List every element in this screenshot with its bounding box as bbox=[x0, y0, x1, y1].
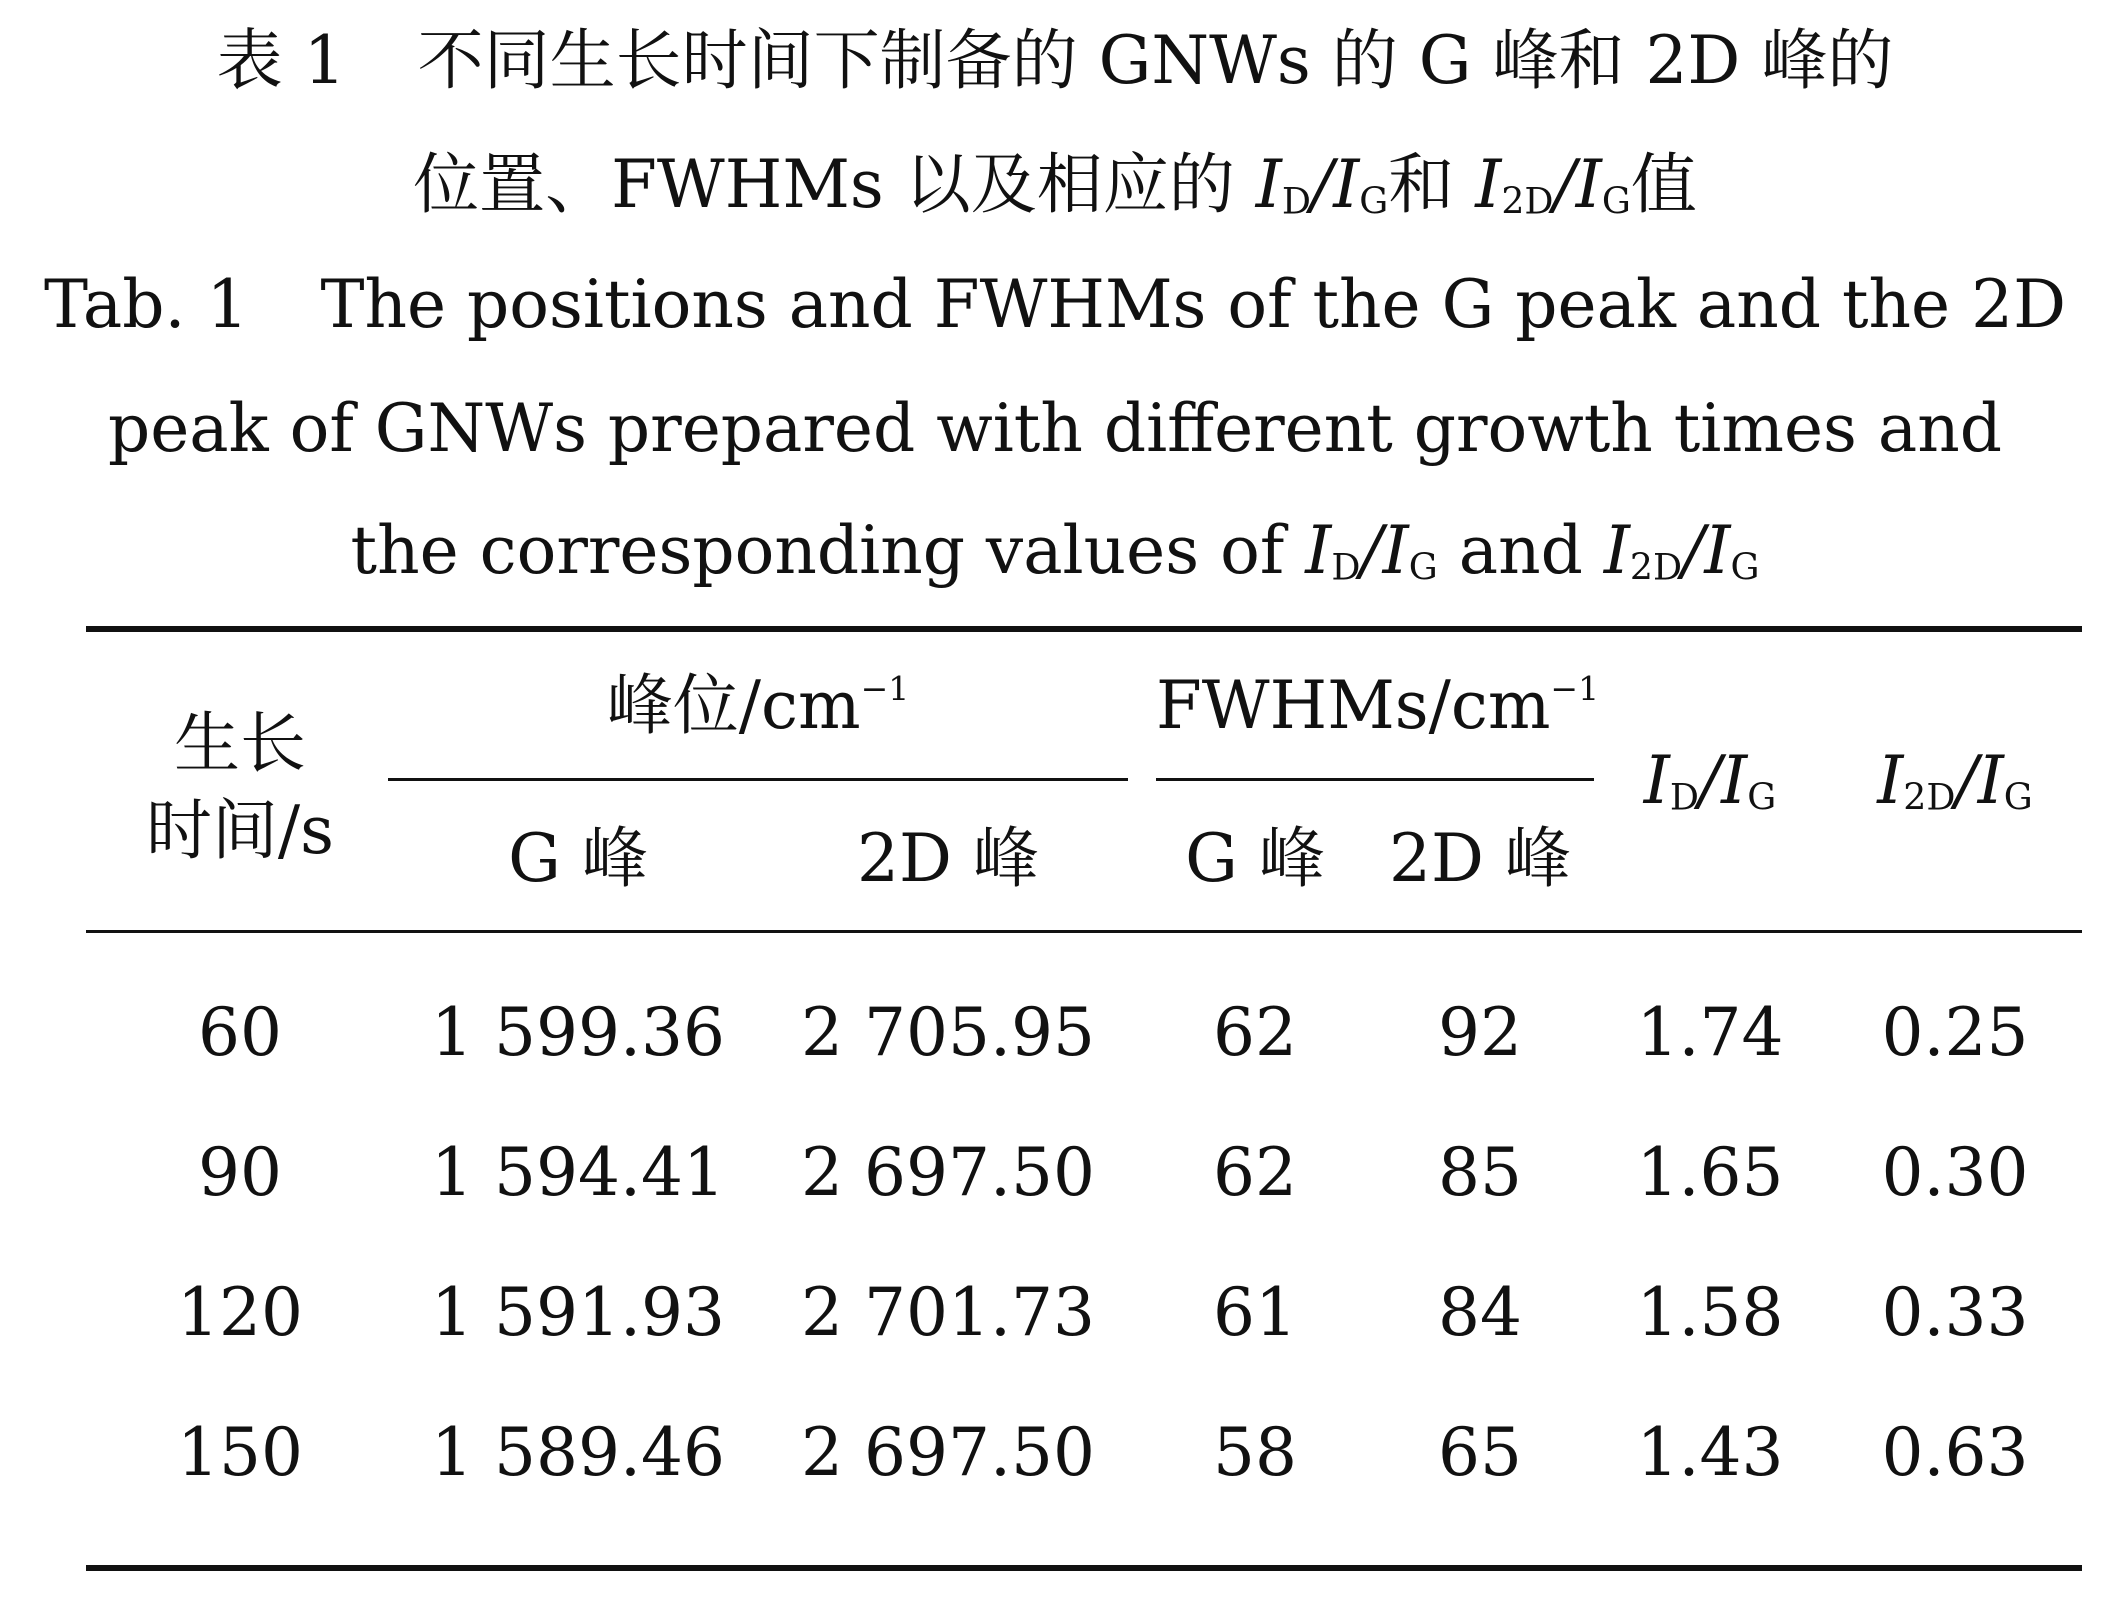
caption-cn-line-1 bbox=[0, 22, 2110, 99]
intensity-symbol: I bbox=[1305, 512, 1332, 589]
subscript-d: D bbox=[1331, 545, 1361, 589]
fwhm-group-rule bbox=[1156, 778, 1594, 781]
cell-i2d-ig: 0.30 bbox=[1881, 1134, 2029, 1211]
header-unit-exponent: −1 bbox=[860, 669, 910, 708]
caption-en-label: Tab. 1 bbox=[43, 266, 249, 343]
caption-cn-label: 表 1 bbox=[216, 22, 346, 99]
caption-cn-text-1: 不同生长时间下制备的 GNWs 的 G 峰和 2D 峰的 bbox=[417, 22, 1894, 99]
cell-g-peak-fwhm: 58 bbox=[1213, 1414, 1297, 1491]
cell-growth-time: 90 bbox=[198, 1134, 282, 1211]
slash: / bbox=[1360, 512, 1383, 589]
subscript-g: G bbox=[1747, 775, 1777, 819]
subscript-g: G bbox=[1359, 179, 1389, 223]
table-row bbox=[86, 1274, 2082, 1420]
header-fwhm bbox=[1156, 667, 1600, 745]
subscript-2d: 2D bbox=[1629, 545, 1683, 589]
cell-i2d-ig: 0.63 bbox=[1881, 1414, 2029, 1491]
cell-id-ig: 1.74 bbox=[1636, 994, 1784, 1071]
position-group-rule bbox=[388, 778, 1128, 781]
ratio-id-ig-cn bbox=[1256, 146, 1389, 223]
header-peak-position-label: 峰位/cm bbox=[606, 667, 861, 745]
cell-g-peak-position: 1 594.41 bbox=[431, 1134, 725, 1211]
cell-g-peak-position: 1 599.36 bbox=[431, 994, 725, 1071]
header-2d-peak-position: 2D 峰 bbox=[857, 820, 1039, 897]
header-2d-peak-fwhm: 2D 峰 bbox=[1389, 820, 1571, 897]
caption-cn-and: 和 bbox=[1388, 146, 1476, 223]
header-g-peak-position: G 峰 bbox=[508, 820, 648, 897]
subscript-2d: 2D bbox=[1501, 179, 1554, 223]
subscript-2d: 2D bbox=[1903, 775, 1956, 819]
cell-2d-peak-position: 2 697.50 bbox=[801, 1134, 1095, 1211]
table-row bbox=[86, 1414, 2082, 1560]
cell-2d-peak-position: 2 705.95 bbox=[801, 994, 1095, 1071]
header-growth-time-line-1: 生长 bbox=[174, 705, 306, 782]
intensity-symbol: I bbox=[1255, 146, 1282, 223]
cell-2d-peak-position: 2 697.50 bbox=[801, 1414, 1095, 1491]
cell-i2d-ig: 0.25 bbox=[1881, 994, 2029, 1071]
cell-g-peak-position: 1 591.93 bbox=[431, 1274, 725, 1351]
header-id-ig bbox=[1600, 742, 1820, 819]
table-bottom-rule bbox=[86, 1565, 2082, 1571]
slash: / bbox=[1553, 146, 1576, 223]
cell-id-ig: 1.43 bbox=[1636, 1414, 1784, 1491]
slash: / bbox=[1310, 146, 1334, 223]
cell-2d-peak-fwhm: 92 bbox=[1438, 994, 1522, 1071]
slash: / bbox=[1682, 512, 1705, 589]
table-body bbox=[86, 994, 2082, 1560]
intensity-symbol: I bbox=[1643, 742, 1670, 819]
header-peak-position bbox=[388, 667, 1128, 745]
caption-en-text-3: the corresponding values of bbox=[350, 512, 1306, 589]
caption-en-text-1: The positions and FWHMs of the G peak and the 2D bbox=[320, 266, 2066, 343]
subscript-g: G bbox=[1730, 545, 1760, 589]
caption-en-line-1 bbox=[0, 266, 2110, 343]
table-row bbox=[86, 1134, 2082, 1280]
cell-2d-peak-fwhm: 85 bbox=[1438, 1134, 1522, 1211]
header-growth-time bbox=[118, 700, 362, 874]
caption-cn-tail: 值 bbox=[1630, 146, 1697, 223]
intensity-symbol: I bbox=[1603, 512, 1630, 589]
caption-en-text-2: peak of GNWs prepared with different growth times and bbox=[107, 390, 2003, 467]
header-i2d-ig bbox=[1830, 742, 2080, 819]
header-growth-time-line-2: 时间/s bbox=[145, 792, 335, 870]
cell-2d-peak-position: 2 701.73 bbox=[801, 1274, 1095, 1351]
cell-g-peak-fwhm: 61 bbox=[1213, 1274, 1297, 1351]
header-g-peak-fwhm: G 峰 bbox=[1185, 820, 1325, 897]
caption-cn-text-2: 位置、FWHMs 以及相应的 bbox=[413, 146, 1256, 223]
ratio-i2d-ig-cn bbox=[1475, 146, 1631, 223]
cell-growth-time: 60 bbox=[198, 994, 282, 1071]
header-fwhm-label: FWHMs/cm bbox=[1156, 667, 1551, 745]
table-header-rule bbox=[86, 930, 2082, 933]
cell-2d-peak-fwhm: 84 bbox=[1438, 1274, 1522, 1351]
intensity-symbol: I bbox=[1475, 146, 1502, 223]
cell-growth-time: 120 bbox=[177, 1274, 303, 1351]
table-row bbox=[86, 994, 2082, 1140]
subscript-g: G bbox=[1408, 545, 1438, 589]
cell-g-peak-fwhm: 62 bbox=[1213, 1134, 1297, 1211]
slash: / bbox=[1955, 742, 1978, 819]
intensity-symbol: I bbox=[1704, 512, 1731, 589]
cell-g-peak-position: 1 589.46 bbox=[431, 1414, 725, 1491]
intensity-symbol: I bbox=[1575, 146, 1602, 223]
subscript-d: D bbox=[1281, 179, 1311, 223]
intensity-symbol: I bbox=[1721, 742, 1748, 819]
subscript-g: G bbox=[1601, 179, 1631, 223]
intensity-symbol: I bbox=[1333, 146, 1360, 223]
intensity-symbol: I bbox=[1877, 742, 1904, 819]
cell-growth-time: 150 bbox=[177, 1414, 303, 1491]
caption-cn-line-2 bbox=[0, 146, 2110, 223]
intensity-symbol: I bbox=[1382, 512, 1409, 589]
cell-id-ig: 1.65 bbox=[1636, 1134, 1784, 1211]
cell-2d-peak-fwhm: 65 bbox=[1438, 1414, 1522, 1491]
ratio-i2d-ig-en bbox=[1604, 512, 1760, 589]
subscript-d: D bbox=[1669, 775, 1699, 819]
slash: / bbox=[1698, 742, 1722, 819]
subscript-g: G bbox=[2003, 775, 2033, 819]
caption-en-line-2 bbox=[0, 390, 2110, 467]
caption-en-and: and bbox=[1437, 512, 1604, 589]
caption-en-line-3 bbox=[0, 512, 2110, 589]
cell-id-ig: 1.58 bbox=[1636, 1274, 1784, 1351]
table-top-rule bbox=[86, 626, 2082, 632]
header-unit-exponent: −1 bbox=[1550, 669, 1600, 708]
cell-i2d-ig: 0.33 bbox=[1881, 1274, 2029, 1351]
cell-g-peak-fwhm: 62 bbox=[1213, 994, 1297, 1071]
ratio-id-ig-en bbox=[1305, 512, 1438, 589]
intensity-symbol: I bbox=[1977, 742, 2004, 819]
